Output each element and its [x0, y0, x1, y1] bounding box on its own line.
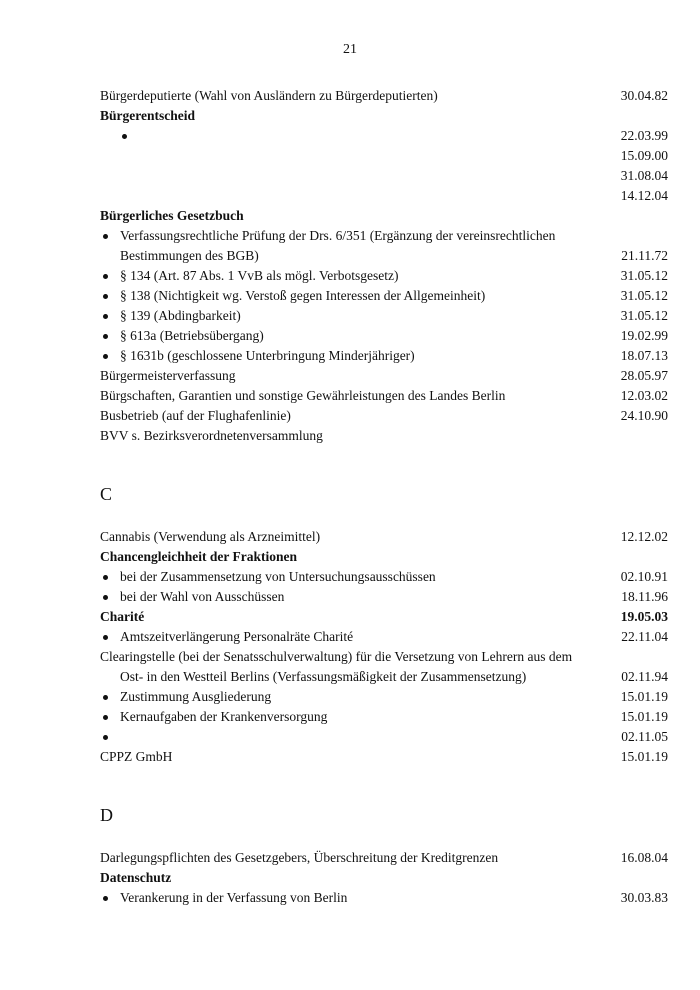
- index-entry-date: 28.05.97: [620, 368, 668, 383]
- index-entry: [100, 346, 668, 366]
- index-section-c: [100, 527, 668, 767]
- section-letter-c: C: [100, 484, 113, 504]
- index-entry-text: Amtszeitverlängerung Personalräte Charité: [120, 629, 354, 644]
- index-entry-date: 12.03.02: [620, 388, 668, 403]
- index-entry-text: Verfassungsrechtliche Prüfung der Drs. 6/351 (Ergänzung der vereinsrechtlichen: [120, 228, 556, 243]
- index-entry-text: Clearingstelle (bei der Senatsschulverwaltung) für die Versetzung von Lehrern aus dem: [100, 649, 573, 664]
- index-entry: [100, 587, 668, 607]
- index-entry-date: 19.02.99: [620, 328, 668, 343]
- index-entry-text: § 613a (Betriebsübergang): [120, 328, 264, 343]
- index-entry-text: Bürgermeisterverfassung: [100, 368, 236, 383]
- index-entry-date: 02.11.94: [621, 669, 668, 684]
- index-entry-text: Bestimmungen des BGB): [120, 248, 259, 263]
- index-entry: [100, 848, 668, 868]
- index-entry-date: 22.03.99: [620, 128, 668, 143]
- index-entry: [100, 126, 668, 146]
- index-entry: [100, 246, 668, 266]
- index-entry: [100, 366, 668, 386]
- index-heading: Datenschutz: [100, 870, 172, 885]
- index-entry-date: 31.05.12: [620, 308, 668, 323]
- index-entry-date: 02.10.91: [620, 569, 668, 584]
- index-entry-date: 19.05.03: [620, 609, 668, 624]
- index-entry-text: Ost- in den Westteil Berlins (Verfassungsmäßigkeit der Zusammensetzung): [120, 669, 527, 684]
- index-entry: [100, 627, 668, 647]
- index-entry: [100, 386, 668, 406]
- index-entry-date: 16.08.04: [620, 850, 668, 865]
- index-entry-date: 31.05.12: [620, 268, 668, 283]
- index-entry: [100, 727, 668, 747]
- index-entry-date: 12.12.02: [620, 529, 668, 544]
- index-section-d: [100, 848, 668, 908]
- index-entry-text: § 1631b (geschlossene Unterbringung Minderjähriger): [120, 348, 415, 363]
- index-entry: [100, 747, 668, 767]
- index-entry-text: Kernaufgaben der Krankenversorgung: [120, 709, 328, 724]
- index-entry-date: 30.04.82: [620, 88, 668, 103]
- index-entry-date: 15.09.00: [620, 148, 668, 163]
- index-entry-date: 02.11.05: [621, 729, 668, 744]
- index-entry: [100, 146, 668, 166]
- index-entry-text: Bürgschaften, Garantien und sonstige Gewährleistungen des Landes Berlin: [100, 388, 506, 403]
- index-entry: [100, 186, 668, 206]
- index-entry-date: 31.05.12: [620, 288, 668, 303]
- index-entry: [100, 266, 668, 286]
- index-entry-text: § 134 (Art. 87 Abs. 1 VvB als mögl. Verbotsgesetz): [120, 268, 399, 283]
- index-entry-date: 15.01.19: [620, 689, 668, 704]
- index-entry-date: 24.10.90: [620, 408, 668, 423]
- index-entry: [100, 166, 668, 186]
- index-entry-date: 15.01.19: [620, 709, 668, 724]
- index-heading: Charité: [100, 609, 145, 624]
- index-entry-text: Busbetrieb (auf der Flughafenlinie): [100, 408, 291, 423]
- index-entry-text: bei der Wahl von Ausschüssen: [120, 589, 285, 604]
- index-entry: [100, 426, 668, 446]
- index-entry: [100, 687, 668, 707]
- index-entry: [100, 547, 668, 567]
- index-entry-date: 14.12.04: [620, 188, 668, 203]
- index-entry: [100, 106, 668, 126]
- index-entry: [100, 206, 668, 226]
- index-heading: Bürgerentscheid: [100, 108, 195, 123]
- section-letter-d: D: [100, 805, 113, 825]
- index-entry-date: 30.03.83: [620, 890, 668, 905]
- index-entry-date: 21.11.72: [621, 248, 668, 263]
- index-entry-date: 15.01.19: [620, 749, 668, 764]
- index-entry-text: § 139 (Abdingbarkeit): [120, 308, 241, 323]
- index-entry: [100, 406, 668, 426]
- index-entry-date: 18.07.13: [620, 348, 668, 363]
- index-entry-text: CPPZ GmbH: [100, 749, 173, 764]
- index-entry: [100, 86, 668, 106]
- index-entry-date: 18.11.96: [621, 589, 668, 604]
- index-entry-text: Zustimmung Ausgliederung: [120, 689, 272, 704]
- index-entry-text: Cannabis (Verwendung als Arzneimittel): [100, 529, 321, 544]
- index-entry: [100, 667, 668, 687]
- index-entry: [100, 607, 668, 627]
- index-entry: [100, 286, 668, 306]
- index-entry: [100, 707, 668, 727]
- index-entry: [100, 226, 668, 246]
- index-heading: Bürgerliches Gesetzbuch: [100, 208, 244, 223]
- index-entry-text: Verankerung in der Verfassung von Berlin: [120, 890, 348, 905]
- index-section-b: [100, 86, 668, 446]
- index-entry-text: BVV s. Bezirksverordnetenversammlung: [100, 428, 323, 443]
- index-entry: [100, 888, 668, 908]
- index-entry-date: 31.08.04: [620, 168, 668, 183]
- index-entry: [100, 868, 668, 888]
- index-entry-text: Darlegungspflichten des Gesetzgebers, Überschreitung der Kreditgrenzen: [100, 850, 499, 865]
- index-entry-text: bei der Zusammensetzung von Untersuchungsausschüssen: [120, 569, 436, 584]
- index-entry-text: Bürgerdeputierte (Wahl von Ausländern zu Bürgerdeputierten): [100, 88, 438, 103]
- index-entry: [100, 306, 668, 326]
- index-entry: [100, 527, 668, 547]
- page-number: 21: [343, 42, 357, 57]
- index-entry: [100, 567, 668, 587]
- index-entry: [100, 326, 668, 346]
- index-entry-text: § 138 (Nichtigkeit wg. Verstoß gegen Interessen der Allgemeinheit): [120, 288, 486, 303]
- index-entry-date: 22.11.04: [621, 629, 668, 644]
- index-entry: [100, 647, 668, 667]
- index-heading: Chancengleichheit der Fraktionen: [100, 549, 297, 564]
